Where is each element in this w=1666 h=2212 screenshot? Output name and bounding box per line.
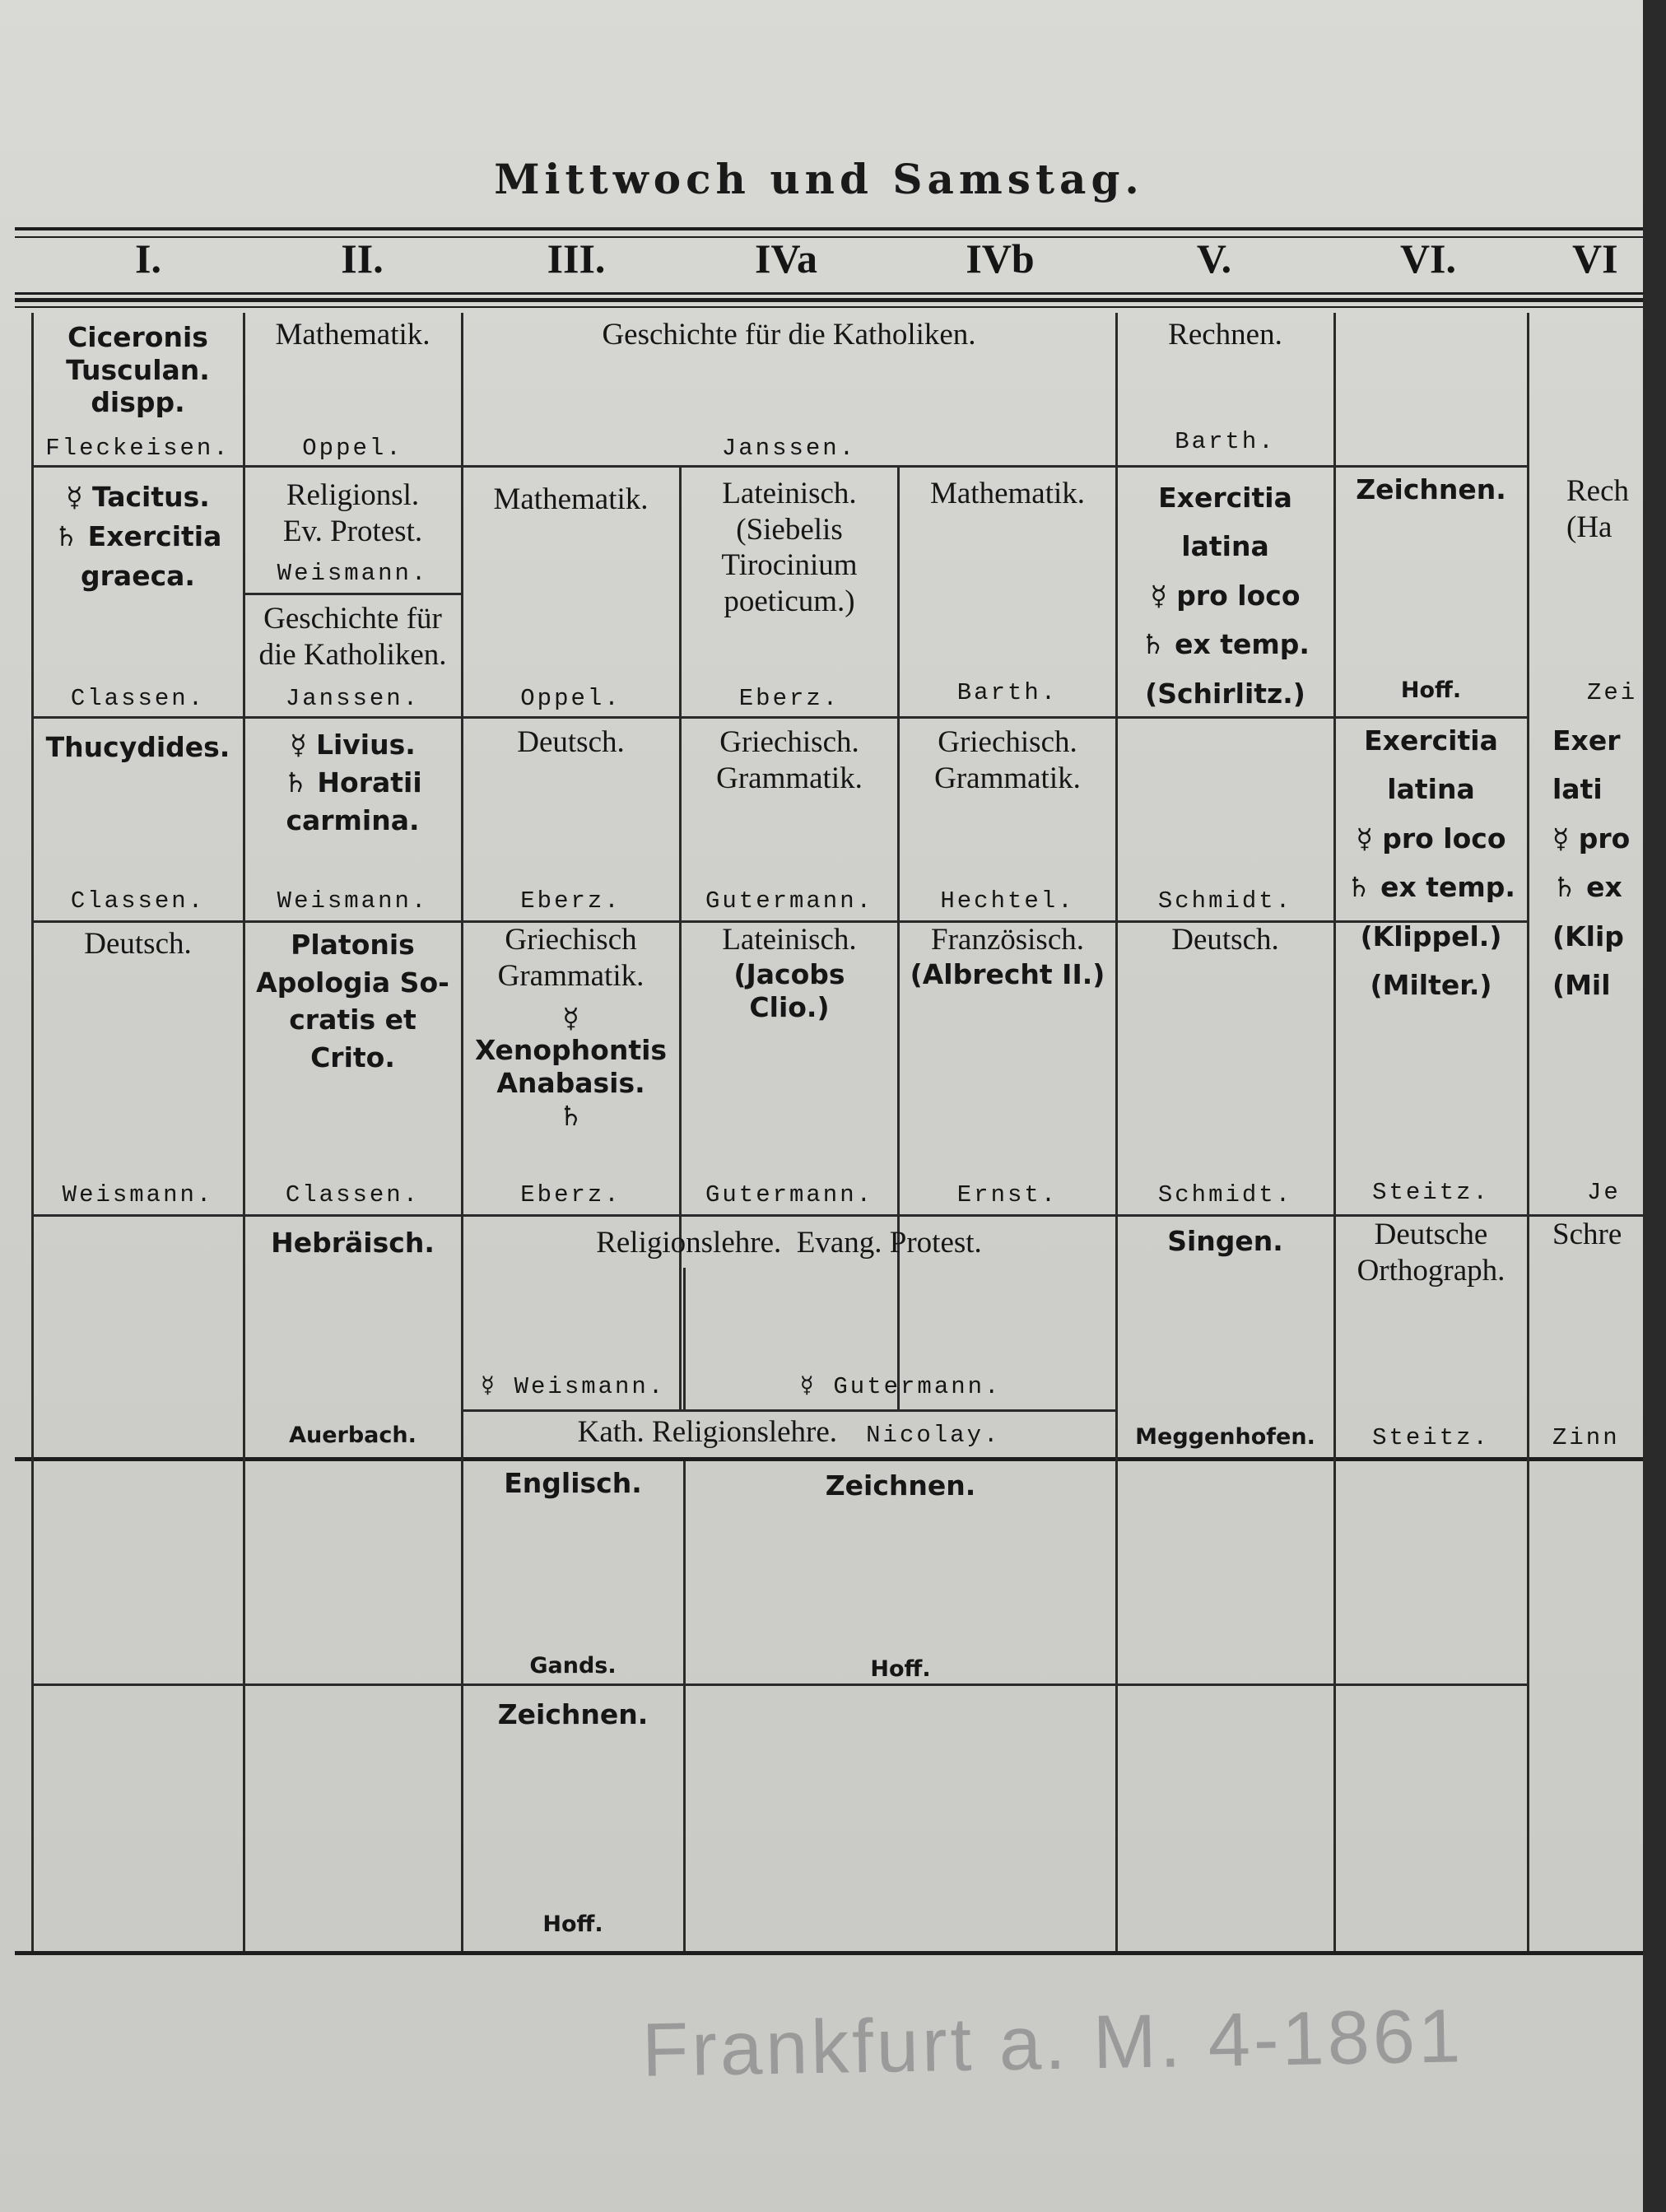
header-rule-thin — [15, 306, 1643, 308]
r4-c7-teacher: Steitz. — [1372, 1179, 1490, 1206]
r1-c2-subject: Mathematik. — [275, 318, 430, 352]
vline-7 — [1527, 313, 1529, 1951]
r3-c6-teacher: Schmidt. — [1157, 887, 1293, 915]
mid-rule — [15, 1457, 1643, 1461]
header-rule-thick — [15, 298, 1643, 302]
r2-c7-subject: Zeichnen. — [1356, 473, 1506, 505]
r4-c2-subject: Platonis Apologia So- cratis et Crito. — [256, 929, 449, 1073]
r6-c3-teacher: Gands. — [529, 1653, 617, 1679]
r4-c5-teacher: Ernst. — [956, 1181, 1059, 1208]
r2-c8-teacher: Zei — [1587, 679, 1638, 706]
r1-c1-subject: Ciceronis Tusculan. dispp. — [66, 321, 210, 419]
hline-row2-split — [243, 593, 461, 595]
r3-c1-teacher: Classen. — [70, 887, 206, 915]
r4-c2-teacher: Classen. — [285, 1181, 421, 1208]
r4-c8-teacher: Je — [1587, 1179, 1621, 1206]
vline-1 — [243, 313, 245, 1951]
r3-c5-teacher: Hechtel. — [940, 887, 1075, 915]
header-IVa: IVa — [755, 235, 817, 282]
r3-c2-subject: ☿ Livius. ♄ Horatii carmina. — [283, 729, 422, 837]
r6-c45-teacher: Hoff. — [870, 1656, 931, 1682]
r1-span-teacher: Janssen. — [721, 435, 857, 462]
r2-c5-subject: Mathematik. — [929, 477, 1086, 510]
r6-c45-subject: Zeichnen. — [825, 1469, 976, 1502]
header-VI: VI. — [1399, 235, 1457, 282]
r1-span-subject: Geschichte für die Katholiken. — [602, 318, 976, 352]
hline-row1 — [31, 465, 1527, 468]
r1-c6-subject: Rechnen. — [1168, 318, 1282, 352]
r2-c5-teacher: Barth. — [956, 679, 1059, 706]
r6-c3-subject: Englisch. — [504, 1467, 642, 1499]
r2-c2b-teacher: Janssen. — [285, 685, 421, 712]
r4-c3-subject: Griechisch Grammatik. ☿ Xenophontis Anabasis. ♄ — [474, 923, 668, 1132]
r3-c4-teacher: Gutermann. — [705, 887, 874, 915]
header-IVb: IVb — [966, 235, 1035, 282]
r2-c8-subject: Rech (Ha — [1566, 474, 1630, 545]
r4-c6-teacher: Schmidt. — [1157, 1181, 1293, 1208]
r5-c7-subject: Deutsche Orthograph. — [1357, 1218, 1505, 1288]
r3-c7-subject: Exercitia latina ☿ pro loco ♄ ex temp. (Klippel.) (Milter.) — [1347, 724, 1515, 1001]
r5-rel-ev-teacher1: ☿ Weismann. — [480, 1373, 666, 1400]
r4-c6-subject: Deutsch. — [1171, 923, 1279, 957]
r2-c3-teacher: Oppel. — [520, 685, 621, 712]
r5-c6-subject: Singen. — [1167, 1225, 1283, 1257]
r3-c2-teacher: Weismann. — [277, 887, 429, 915]
r5-c7-teacher: Steitz. — [1372, 1424, 1490, 1451]
r5-c2-subject: Hebräisch. — [271, 1227, 435, 1259]
hline-row6 — [31, 1683, 1527, 1686]
page-edge — [1643, 0, 1666, 2212]
hline-row5-split — [461, 1409, 1115, 1412]
header-III: III. — [547, 235, 606, 282]
r2-c4-teacher: Eberz. — [738, 685, 840, 712]
r3-c5-subject: Griechisch. Grammatik. — [934, 725, 1081, 796]
r5-rel-kath-teacher: Nicolay. — [866, 1422, 1001, 1449]
header-V: V. — [1196, 235, 1232, 282]
r2-c6-subject: Exercitia latina ☿ pro loco ♄ ex temp. (Schirlitz.) — [1141, 482, 1310, 710]
bottom-rule — [15, 1951, 1643, 1955]
header-VII: VI — [1572, 235, 1618, 282]
r2-c1-subject: ☿ Tacitus. ♄ Exercitia graeca. — [54, 481, 222, 592]
r5-rel-ev-teacher2: ☿ Gutermann. — [799, 1373, 1002, 1400]
r3-c8-subject: Exer lati ☿ pro ♄ ex (Klip (Mil — [1552, 724, 1631, 1001]
r4-c4-teacher: Gutermann. — [705, 1181, 874, 1208]
r5-c8-teacher: Zinn — [1552, 1424, 1620, 1451]
r2-c2b-subject: Geschichte für die Katholiken. — [258, 602, 447, 673]
r5-rel-kath — [463, 1414, 1115, 1451]
r3-c1-subject: Thucydides. — [45, 731, 230, 763]
r1-c2-teacher: Oppel. — [302, 435, 403, 462]
r1-c6-teacher: Barth. — [1175, 428, 1276, 455]
r3-c4-subject: Griechisch. Grammatik. — [716, 725, 863, 796]
r5-rel-ev-subject: Religionslehre. Evang. Protest. — [596, 1226, 982, 1260]
r5-c6-teacher: Meggenhofen. — [1135, 1424, 1315, 1450]
r2-c7-teacher: Hoff. — [1400, 678, 1462, 703]
header-rule — [15, 292, 1643, 295]
r4-c1-subject: Deutsch. — [84, 927, 192, 961]
r4-c4-subject: Lateinisch. (Jacobs Clio.) — [722, 923, 857, 1023]
r3-c3-teacher: Eberz. — [520, 887, 621, 915]
top-rule — [15, 227, 1643, 231]
page-title: Mittwoch und Samstag. — [494, 155, 1144, 203]
r7-c3-teacher: Hoff. — [542, 1912, 603, 1937]
vline-3b — [683, 1461, 686, 1951]
r2-c1-teacher: Classen. — [70, 685, 206, 712]
handwritten-note: Frankfurt a. M. 4-1861 — [641, 1994, 1464, 2093]
r2-c2a-subject: Religionsl. Ev. Protest. — [282, 478, 423, 549]
r7-c3-subject: Zeichnen. — [497, 1698, 649, 1730]
r5-c8-subject: Schre — [1552, 1218, 1622, 1251]
header-I: I. — [135, 235, 161, 282]
r2-c2a-teacher: Weismann. — [277, 560, 429, 587]
r1-c1-teacher: Fleckeisen. — [45, 435, 230, 462]
r3-c3-subject: Deutsch. — [517, 725, 625, 759]
r5-c2-teacher: Auerbach. — [289, 1423, 416, 1448]
r2-c3-subject: Mathematik. — [493, 482, 649, 516]
vline-6 — [1333, 313, 1336, 1951]
r4-c1-teacher: Weismann. — [62, 1181, 214, 1208]
r2-c4-subject: Lateinisch. (Siebelis Tirocinium poeticum.) — [721, 477, 858, 618]
r4-c5-subject: Französisch. (Albrecht II.) — [910, 923, 1105, 991]
header-II: II. — [341, 235, 384, 282]
r5-rel-kath-subject: Kath. Religionslehre. — [577, 1415, 838, 1449]
r4-c3-teacher: Eberz. — [520, 1181, 621, 1208]
